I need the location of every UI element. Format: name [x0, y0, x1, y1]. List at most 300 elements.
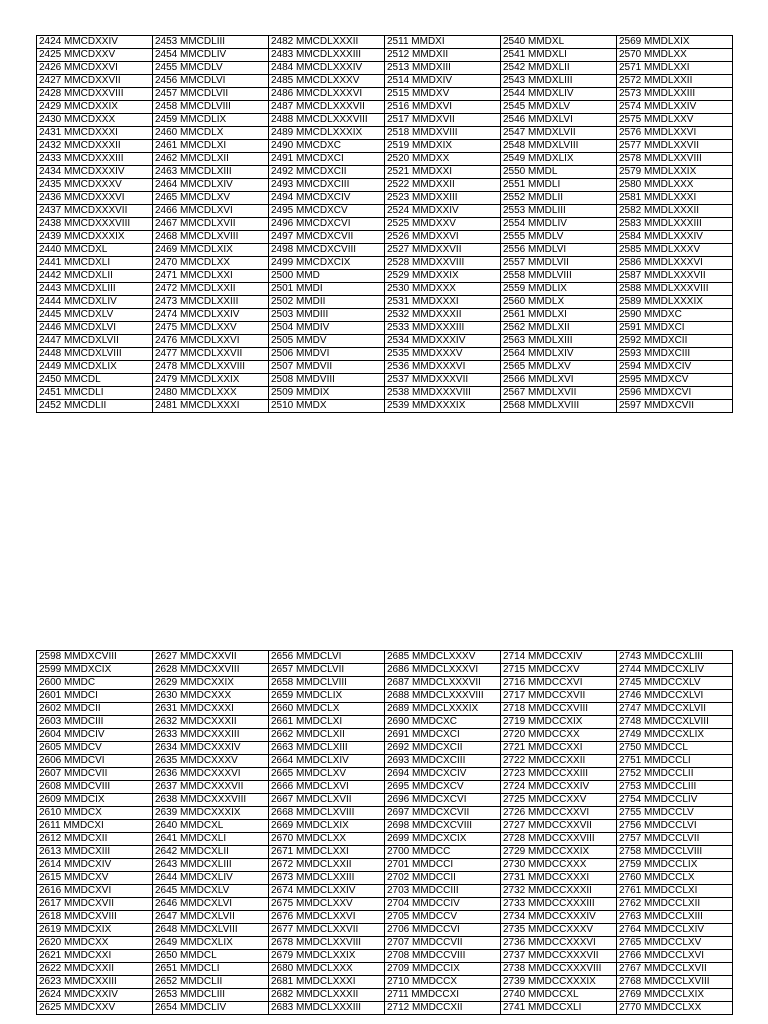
table-cell: 2517 MMDXVII	[385, 114, 501, 127]
table-cell: 2733 MMDCCXXXIII	[501, 898, 617, 911]
table-cell: 2755 MMDCCLV	[617, 807, 733, 820]
table-cell: 2763 MMDCCLXIII	[617, 911, 733, 924]
table-cell: 2610 MMDCX	[37, 807, 153, 820]
table-cell: 2487 MMCDLXXXVII	[269, 101, 385, 114]
table-cell: 2464 MMCDLXIV	[153, 179, 269, 192]
table-cell: 2651 MMDCLI	[153, 963, 269, 976]
table-cell: 2427 MMCDXXVII	[37, 75, 153, 88]
table-cell: 2518 MMDXVIII	[385, 127, 501, 140]
table-cell: 2751 MMDCCLI	[617, 755, 733, 768]
table-row	[37, 153, 733, 166]
table-row	[37, 950, 733, 963]
table-cell: 2648 MMDCXLVIII	[153, 924, 269, 937]
table-cell: 2735 MMDCCXXXV	[501, 924, 617, 937]
table-cell: 2535 MMDXXXV	[385, 348, 501, 361]
table-cell: 2734 MMDCCXXXIV	[501, 911, 617, 924]
table-cell: 2724 MMDCCXXIV	[501, 781, 617, 794]
table-cell: 2668 MMDCLXVIII	[269, 807, 385, 820]
table-cell: 2745 MMDCCXLV	[617, 677, 733, 690]
table-cell: 2501 MMDI	[269, 283, 385, 296]
table-cell: 2624 MMDCXXIV	[37, 989, 153, 1002]
table-cell: 2716 MMDCCXVI	[501, 677, 617, 690]
table-cell: 2727 MMDCCXXVII	[501, 820, 617, 833]
table-cell: 2605 MMDCV	[37, 742, 153, 755]
table-cell: 2516 MMDXVI	[385, 101, 501, 114]
table-cell: 2654 MMDCLIV	[153, 1002, 269, 1015]
table-cell: 2647 MMDCXLVII	[153, 911, 269, 924]
table-cell: 2448 MMCDXLVIII	[37, 348, 153, 361]
table-cell: 2450 MMCDL	[37, 374, 153, 387]
table-cell: 2737 MMDCCXXXVII	[501, 950, 617, 963]
table-cell: 2617 MMDCXVII	[37, 898, 153, 911]
table-cell: 2547 MMDXLVII	[501, 127, 617, 140]
table-row	[37, 911, 733, 924]
table-row	[37, 976, 733, 989]
table-cell: 2663 MMDCLXIII	[269, 742, 385, 755]
table-cell: 2500 MMD	[269, 270, 385, 283]
table-cell: 2514 MMDXIV	[385, 75, 501, 88]
table-cell: 2679 MMDCLXXIX	[269, 950, 385, 963]
table-cell: 2726 MMDCCXXVI	[501, 807, 617, 820]
table-cell: 2579 MMDLXXIX	[617, 166, 733, 179]
table-cell: 2696 MMDCXCVI	[385, 794, 501, 807]
table-cell: 2714 MMDCCXIV	[501, 651, 617, 664]
table-cell: 2690 MMDCXC	[385, 716, 501, 729]
table-cell: 2618 MMDCXVIII	[37, 911, 153, 924]
table-cell: 2567 MMDLXVII	[501, 387, 617, 400]
table-cell: 2577 MMDLXXVII	[617, 140, 733, 153]
table-cell: 2562 MMDLXII	[501, 322, 617, 335]
table-cell: 2731 MMDCCXXXI	[501, 872, 617, 885]
table-cell: 2628 MMDCXXVIII	[153, 664, 269, 677]
table-cell: 2627 MMDCXXVII	[153, 651, 269, 664]
table-cell: 2695 MMDCXCV	[385, 781, 501, 794]
table-cell: 2530 MMDXXX	[385, 283, 501, 296]
table-cell: 2754 MMDCCLIV	[617, 794, 733, 807]
table-cell: 2689 MMDCLXXXIX	[385, 703, 501, 716]
table-cell: 2545 MMDXLV	[501, 101, 617, 114]
table-cell: 2568 MMDLXVIII	[501, 400, 617, 413]
table-cell: 2721 MMDCCXXI	[501, 742, 617, 755]
table-cell: 2513 MMDXIII	[385, 62, 501, 75]
table-cell: 2458 MMCDLVIII	[153, 101, 269, 114]
table-cell: 2640 MMDCXL	[153, 820, 269, 833]
table-cell: 2680 MMDCLXXX	[269, 963, 385, 976]
table-row	[37, 716, 733, 729]
table-cell: 2528 MMDXXVIII	[385, 257, 501, 270]
table-cell: 2609 MMDCIX	[37, 794, 153, 807]
table-cell: 2597 MMDXCVII	[617, 400, 733, 413]
table-cell: 2582 MMDLXXXII	[617, 205, 733, 218]
table-cell: 2657 MMDCLVII	[269, 664, 385, 677]
table-cell: 2681 MMDCLXXXI	[269, 976, 385, 989]
table-cell: 2454 MMCDLIV	[153, 49, 269, 62]
table-cell: 2470 MMCDLXX	[153, 257, 269, 270]
table-cell: 2446 MMCDXLVI	[37, 322, 153, 335]
table-cell: 2587 MMDLXXXVII	[617, 270, 733, 283]
table-cell: 2697 MMDCXCVII	[385, 807, 501, 820]
table-cell: 2456 MMCDLVI	[153, 75, 269, 88]
numeral-table-bottom	[36, 650, 733, 1015]
table-cell: 2493 MMCDXCIII	[269, 179, 385, 192]
table-cell: 2537 MMDXXXVII	[385, 374, 501, 387]
table-row	[37, 218, 733, 231]
table-cell: 2434 MMCDXXXIV	[37, 166, 153, 179]
table-cell: 2544 MMDXLIV	[501, 88, 617, 101]
table-cell: 2642 MMDCXLII	[153, 846, 269, 859]
table-cell: 2553 MMDLIII	[501, 205, 617, 218]
table-cell: 2482 MMCDLXXXII	[269, 36, 385, 49]
table-cell: 2594 MMDXCIV	[617, 361, 733, 374]
table-cell: 2688 MMDCLXXXVIII	[385, 690, 501, 703]
table-cell: 2541 MMDXLI	[501, 49, 617, 62]
table-cell: 2683 MMDCLXXXIII	[269, 1002, 385, 1015]
table-cell: 2595 MMDXCV	[617, 374, 733, 387]
table-cell: 2551 MMDLI	[501, 179, 617, 192]
table-cell: 2447 MMCDXLVII	[37, 335, 153, 348]
table-cell: 2631 MMDCXXXI	[153, 703, 269, 716]
table-row	[37, 729, 733, 742]
table-cell: 2593 MMDXCIII	[617, 348, 733, 361]
table-cell: 2719 MMDCCXIX	[501, 716, 617, 729]
table-cell: 2677 MMDCLXXVII	[269, 924, 385, 937]
table-cell: 2511 MMDXI	[385, 36, 501, 49]
table-cell: 2536 MMDXXXVI	[385, 361, 501, 374]
table-cell: 2490 MMCDXC	[269, 140, 385, 153]
table-cell: 2650 MMDCL	[153, 950, 269, 963]
table-cell: 2471 MMCDLXXI	[153, 270, 269, 283]
table-cell: 2494 MMCDXCIV	[269, 192, 385, 205]
table-cell: 2715 MMDCCXV	[501, 664, 617, 677]
table-cell: 2692 MMDCXCII	[385, 742, 501, 755]
table-cell: 2589 MMDLXXXIX	[617, 296, 733, 309]
table-cell: 2603 MMDCIII	[37, 716, 153, 729]
table-cell: 2572 MMDLXXII	[617, 75, 733, 88]
table-cell: 2476 MMCDLXXVI	[153, 335, 269, 348]
table-cell: 2691 MMDCXCI	[385, 729, 501, 742]
table-cell: 2488 MMCDLXXXVIII	[269, 114, 385, 127]
table-cell: 2709 MMDCCIX	[385, 963, 501, 976]
table-cell: 2671 MMDCLXXI	[269, 846, 385, 859]
table-cell: 2489 MMCDLXXXIX	[269, 127, 385, 140]
table-cell: 2546 MMDXLVI	[501, 114, 617, 127]
table-row	[37, 387, 733, 400]
table-cell: 2620 MMDCXX	[37, 937, 153, 950]
table-cell: 2662 MMDCLXII	[269, 729, 385, 742]
table-cell: 2539 MMDXXXIX	[385, 400, 501, 413]
table-cell: 2598 MMDXCVIII	[37, 651, 153, 664]
table-cell: 2462 MMCDLXII	[153, 153, 269, 166]
table-cell: 2639 MMDCXXXIX	[153, 807, 269, 820]
table-cell: 2744 MMDCCXLIV	[617, 664, 733, 677]
table-cell: 2673 MMDCLXXIII	[269, 872, 385, 885]
table-cell: 2619 MMDCXIX	[37, 924, 153, 937]
table-row	[37, 859, 733, 872]
table-cell: 2425 MMCDXXV	[37, 49, 153, 62]
table-cell: 2747 MMDCCXLVII	[617, 703, 733, 716]
table-cell: 2717 MMDCCXVII	[501, 690, 617, 703]
table-cell: 2636 MMDCXXXVI	[153, 768, 269, 781]
table-cell: 2580 MMDLXXX	[617, 179, 733, 192]
table-cell: 2485 MMCDLXXXV	[269, 75, 385, 88]
table-cell: 2569 MMDLXIX	[617, 36, 733, 49]
table-row	[37, 283, 733, 296]
table-cell: 2459 MMCDLIX	[153, 114, 269, 127]
table-cell: 2479 MMCDLXXIX	[153, 374, 269, 387]
table-cell: 2478 MMCDLXXVIII	[153, 361, 269, 374]
table-row	[37, 244, 733, 257]
table-cell: 2586 MMDLXXXVI	[617, 257, 733, 270]
table-cell: 2496 MMCDXCVI	[269, 218, 385, 231]
table-cell: 2430 MMCDXXX	[37, 114, 153, 127]
table-row	[37, 75, 733, 88]
table-cell: 2707 MMDCCVII	[385, 937, 501, 950]
table-cell: 2438 MMCDXXXVIII	[37, 218, 153, 231]
table-cell: 2660 MMDCLX	[269, 703, 385, 716]
table-cell: 2498 MMCDXCVIII	[269, 244, 385, 257]
table-cell: 2554 MMDLIV	[501, 218, 617, 231]
table-cell: 2519 MMDXIX	[385, 140, 501, 153]
table-cell: 2529 MMDXXIX	[385, 270, 501, 283]
table-cell: 2746 MMDCCXLVI	[617, 690, 733, 703]
table-row	[37, 179, 733, 192]
table-cell: 2656 MMDCLVI	[269, 651, 385, 664]
table-cell: 2573 MMDLXXIII	[617, 88, 733, 101]
table-cell: 2723 MMDCCXXIII	[501, 768, 617, 781]
table-cell: 2486 MMCDLXXXVI	[269, 88, 385, 101]
table-cell: 2520 MMDXX	[385, 153, 501, 166]
table-cell: 2550 MMDL	[501, 166, 617, 179]
table-cell: 2686 MMDCLXXXVI	[385, 664, 501, 677]
table-cell: 2750 MMDCCL	[617, 742, 733, 755]
table-cell: 2614 MMDCXIV	[37, 859, 153, 872]
table-cell: 2756 MMDCCLVI	[617, 820, 733, 833]
table-cell: 2592 MMDXCII	[617, 335, 733, 348]
table-cell: 2576 MMDLXXVI	[617, 127, 733, 140]
table-cell: 2460 MMCDLX	[153, 127, 269, 140]
table-cell: 2644 MMDCXLIV	[153, 872, 269, 885]
table-cell: 2431 MMCDXXXI	[37, 127, 153, 140]
table-cell: 2436 MMCDXXXVI	[37, 192, 153, 205]
table-cell: 2675 MMDCLXXV	[269, 898, 385, 911]
table-cell: 2556 MMDLVI	[501, 244, 617, 257]
table-row	[37, 846, 733, 859]
table-row	[37, 742, 733, 755]
table-row	[37, 924, 733, 937]
table-cell: 2440 MMCDXL	[37, 244, 153, 257]
table-cell: 2474 MMCDLXXIV	[153, 309, 269, 322]
table-cell: 2602 MMDCII	[37, 703, 153, 716]
table-cell: 2591 MMDXCI	[617, 322, 733, 335]
table-cell: 2439 MMCDXXXIX	[37, 231, 153, 244]
table-cell: 2571 MMDLXXI	[617, 62, 733, 75]
table-cell: 2625 MMDCXXV	[37, 1002, 153, 1015]
table-cell: 2525 MMDXXV	[385, 218, 501, 231]
table-cell: 2672 MMDCLXXII	[269, 859, 385, 872]
table-cell: 2761 MMDCCLXI	[617, 885, 733, 898]
table-cell: 2449 MMCDXLIX	[37, 361, 153, 374]
table-cell: 2574 MMDLXXIV	[617, 101, 733, 114]
table-row	[37, 296, 733, 309]
table-cell: 2534 MMDXXXIV	[385, 335, 501, 348]
table-cell: 2581 MMDLXXXI	[617, 192, 733, 205]
table-cell: 2682 MMDCLXXXII	[269, 989, 385, 1002]
table-row	[37, 781, 733, 794]
table-cell: 2693 MMDCXCIII	[385, 755, 501, 768]
table-cell: 2740 MMDCCXL	[501, 989, 617, 1002]
table-row	[37, 937, 733, 950]
table-cell: 2749 MMDCCXLIX	[617, 729, 733, 742]
table-cell: 2503 MMDIII	[269, 309, 385, 322]
table-cell: 2701 MMDCCI	[385, 859, 501, 872]
table-cell: 2570 MMDLXX	[617, 49, 733, 62]
table-cell: 2599 MMDXCIX	[37, 664, 153, 677]
table-cell: 2499 MMCDXCIX	[269, 257, 385, 270]
table-cell: 2512 MMDXII	[385, 49, 501, 62]
table-cell: 2743 MMDCCXLIII	[617, 651, 733, 664]
table-cell: 2477 MMCDLXXVII	[153, 348, 269, 361]
table-cell: 2506 MMDVI	[269, 348, 385, 361]
table-cell: 2505 MMDV	[269, 335, 385, 348]
table-cell: 2491 MMCDXCI	[269, 153, 385, 166]
table-cell: 2678 MMDCLXXVIII	[269, 937, 385, 950]
table-cell: 2429 MMCDXXIX	[37, 101, 153, 114]
table-cell: 2457 MMCDLVII	[153, 88, 269, 101]
table-cell: 2685 MMDCLXXXV	[385, 651, 501, 664]
table-cell: 2632 MMDCXXXII	[153, 716, 269, 729]
table-cell: 2451 MMCDLI	[37, 387, 153, 400]
table-cell: 2674 MMDCLXXIV	[269, 885, 385, 898]
table-row	[37, 140, 733, 153]
table-cell: 2611 MMDCXI	[37, 820, 153, 833]
table-cell: 2699 MMDCXCIX	[385, 833, 501, 846]
table-cell: 2704 MMDCCIV	[385, 898, 501, 911]
table-row	[37, 257, 733, 270]
table-row	[37, 309, 733, 322]
table-row	[37, 348, 733, 361]
table-cell: 2708 MMDCCVIII	[385, 950, 501, 963]
table-row	[37, 664, 733, 677]
table-cell: 2711 MMDCCXI	[385, 989, 501, 1002]
table-cell: 2658 MMDCLVIII	[269, 677, 385, 690]
table-cell: 2738 MMDCCXXXVIII	[501, 963, 617, 976]
table-row	[37, 62, 733, 75]
table-cell: 2767 MMDCCLXVII	[617, 963, 733, 976]
table-cell: 2649 MMDCXLIX	[153, 937, 269, 950]
table-cell: 2461 MMCDLXI	[153, 140, 269, 153]
table-cell: 2765 MMDCCLXV	[617, 937, 733, 950]
table-cell: 2533 MMDXXXIII	[385, 322, 501, 335]
table-cell: 2564 MMDLXIV	[501, 348, 617, 361]
table-cell: 2722 MMDCCXXII	[501, 755, 617, 768]
table-cell: 2481 MMCDLXXXI	[153, 400, 269, 413]
table-cell: 2637 MMDCXXXVII	[153, 781, 269, 794]
table-row	[37, 205, 733, 218]
table-cell: 2634 MMDCXXXIV	[153, 742, 269, 755]
table-cell: 2613 MMDCXIII	[37, 846, 153, 859]
table-cell: 2769 MMDCCLXIX	[617, 989, 733, 1002]
table-cell: 2542 MMDXLII	[501, 62, 617, 75]
table-cell: 2426 MMCDXXVI	[37, 62, 153, 75]
table-cell: 2480 MMCDLXXX	[153, 387, 269, 400]
table-cell: 2653 MMDCLIII	[153, 989, 269, 1002]
table-cell: 2676 MMDCLXXVI	[269, 911, 385, 924]
table-cell: 2757 MMDCCLVII	[617, 833, 733, 846]
table-cell: 2764 MMDCCLXIV	[617, 924, 733, 937]
table-cell: 2705 MMDCCV	[385, 911, 501, 924]
table-cell: 2538 MMDXXXVIII	[385, 387, 501, 400]
table-cell: 2748 MMDCCXLVIII	[617, 716, 733, 729]
table-cell: 2561 MMDLXI	[501, 309, 617, 322]
table-cell: 2495 MMCDXCV	[269, 205, 385, 218]
table-row	[37, 677, 733, 690]
table-row	[37, 794, 733, 807]
table-row	[37, 192, 733, 205]
table-cell: 2687 MMDCLXXXVII	[385, 677, 501, 690]
table-row	[37, 833, 733, 846]
table-cell: 2578 MMDLXXVIII	[617, 153, 733, 166]
table-cell: 2428 MMCDXXVIII	[37, 88, 153, 101]
table-cell: 2509 MMDIX	[269, 387, 385, 400]
table-cell: 2453 MMCDLIII	[153, 36, 269, 49]
table-row	[37, 820, 733, 833]
table-cell: 2768 MMDCCLXVIII	[617, 976, 733, 989]
table-row	[37, 36, 733, 49]
table-cell: 2616 MMDCXVI	[37, 885, 153, 898]
table-row	[37, 335, 733, 348]
table-cell: 2607 MMDCVII	[37, 768, 153, 781]
table-cell: 2600 MMDC	[37, 677, 153, 690]
table-cell: 2437 MMCDXXXVII	[37, 205, 153, 218]
table-cell: 2473 MMCDLXXIII	[153, 296, 269, 309]
table-cell: 2643 MMDCXLIII	[153, 859, 269, 872]
table-row	[37, 101, 733, 114]
table-cell: 2670 MMDCLXX	[269, 833, 385, 846]
table-cell: 2652 MMDCLII	[153, 976, 269, 989]
table-row	[37, 807, 733, 820]
table-row	[37, 49, 733, 62]
table-cell: 2661 MMDCLXI	[269, 716, 385, 729]
table-cell: 2466 MMCDLXVI	[153, 205, 269, 218]
table-cell: 2504 MMDIV	[269, 322, 385, 335]
table-cell: 2725 MMDCCXXV	[501, 794, 617, 807]
table-cell: 2524 MMDXXIV	[385, 205, 501, 218]
table-cell: 2728 MMDCCXXVIII	[501, 833, 617, 846]
table-cell: 2667 MMDCLXVII	[269, 794, 385, 807]
table-row	[37, 88, 733, 101]
table-cell: 2558 MMDLVIII	[501, 270, 617, 283]
table-cell: 2730 MMDCCXXX	[501, 859, 617, 872]
table-cell: 2507 MMDVII	[269, 361, 385, 374]
table-cell: 2666 MMDCLXVI	[269, 781, 385, 794]
table-cell: 2583 MMDLXXXIII	[617, 218, 733, 231]
table-cell: 2483 MMCDLXXXIII	[269, 49, 385, 62]
table-cell: 2531 MMDXXXI	[385, 296, 501, 309]
table-row	[37, 374, 733, 387]
table-row	[37, 898, 733, 911]
table-cell: 2739 MMDCCXXXIX	[501, 976, 617, 989]
numeral-table-top	[36, 35, 733, 413]
table-cell: 2465 MMCDLXV	[153, 192, 269, 205]
table-cell: 2635 MMDCXXXV	[153, 755, 269, 768]
table-cell: 2566 MMDLXVI	[501, 374, 617, 387]
table-cell: 2522 MMDXXII	[385, 179, 501, 192]
table-row	[37, 322, 733, 335]
table-cell: 2435 MMCDXXXV	[37, 179, 153, 192]
table-row	[37, 989, 733, 1002]
table-cell: 2606 MMDCVI	[37, 755, 153, 768]
table-cell: 2622 MMDCXXII	[37, 963, 153, 976]
